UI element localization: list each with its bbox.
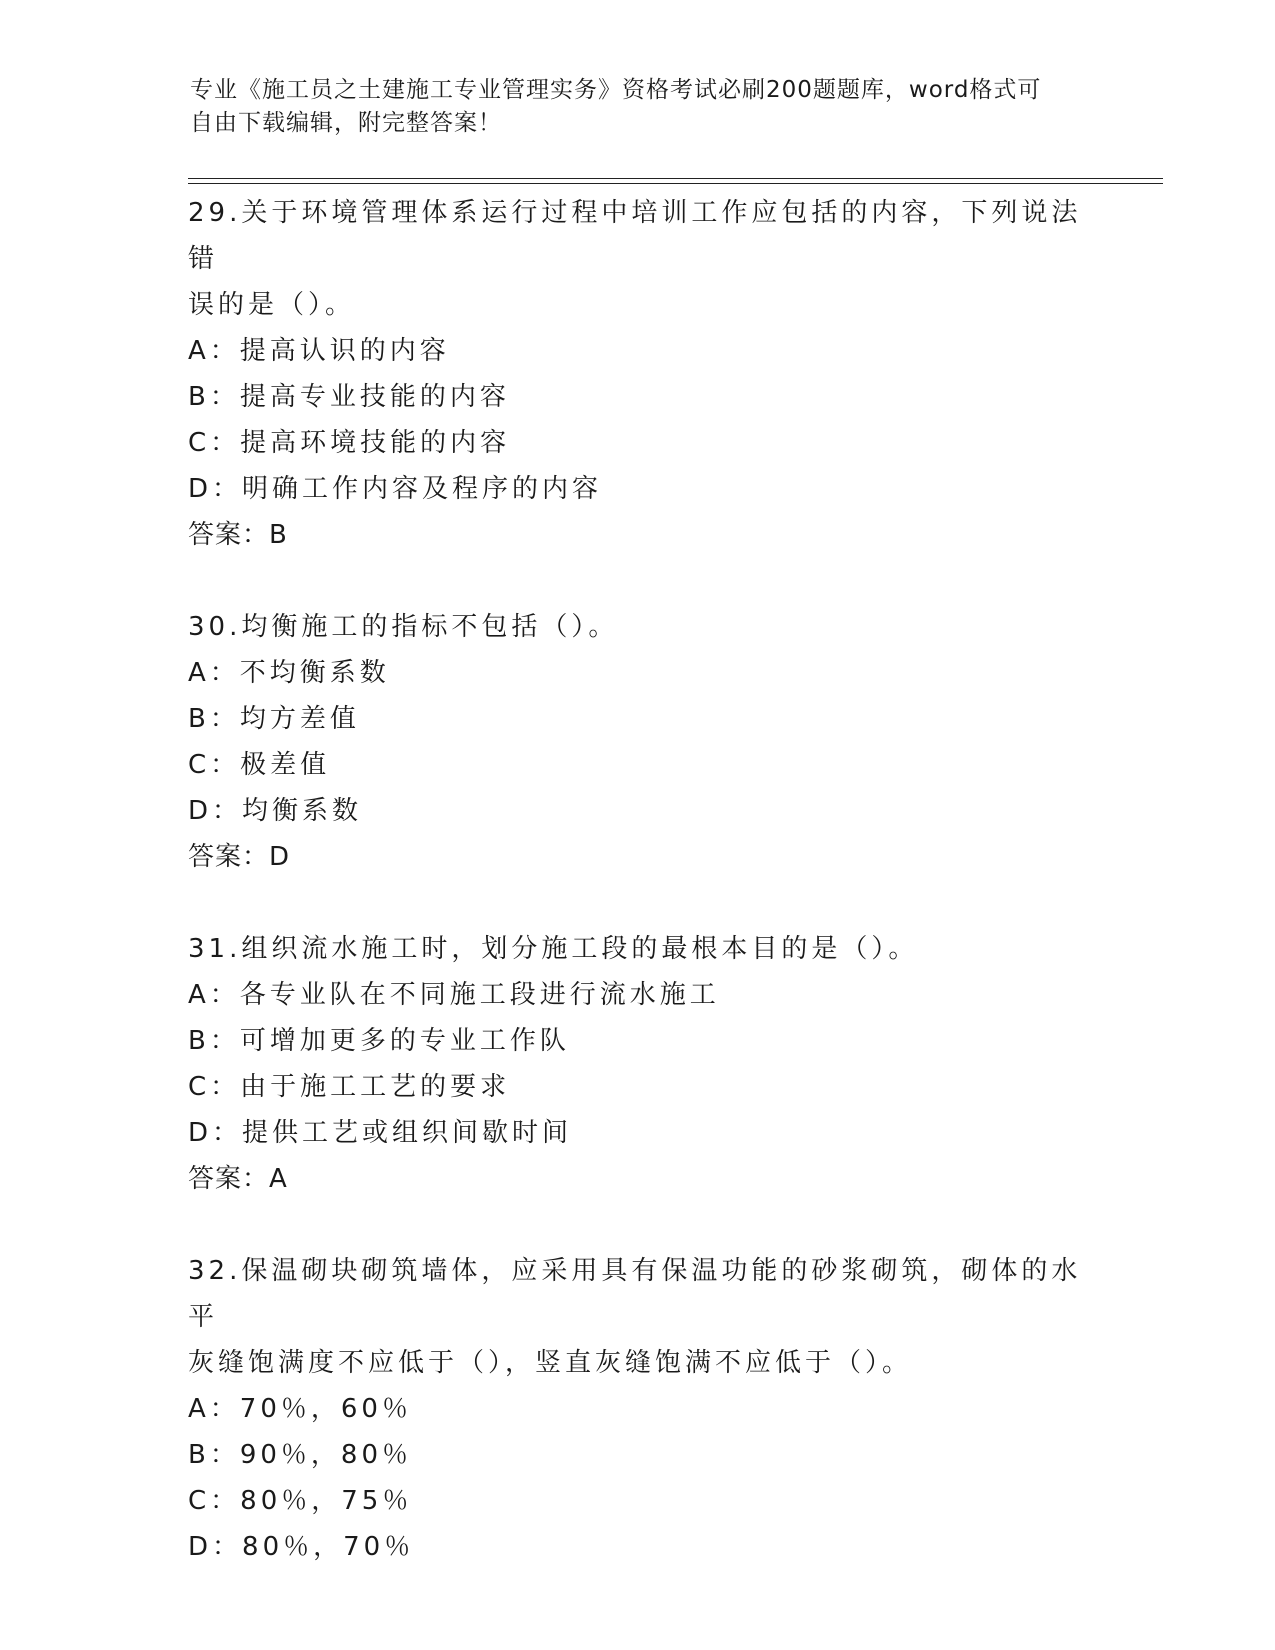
option-c: C：80％，75％ xyxy=(188,1486,413,1516)
question-stem-line: 29.关于环境管理体系运行过程中培训工作应包括的内容，下列说法错 xyxy=(188,198,1082,274)
option-a: A：各专业队在不同施工段进行流水施工 xyxy=(188,980,720,1010)
question-30 xyxy=(188,604,1088,880)
question-list xyxy=(188,190,1088,1570)
answer-line: 答案：A xyxy=(188,1164,288,1194)
question-29 xyxy=(188,190,1088,558)
question-stem-line: 灰缝饱满度不应低于（），竖直灰缝饱满不应低于（）。 xyxy=(188,1348,913,1378)
option-d: D：80％，70％ xyxy=(188,1532,415,1562)
question-stem-line: 32.保温砌块砌筑墙体，应采用具有保温功能的砂浆砌筑，砌体的水平 xyxy=(188,1256,1082,1332)
answer-line: 答案：B xyxy=(188,520,288,550)
option-c: C：由于施工工艺的要求 xyxy=(188,1072,511,1102)
option-d: D：均衡系数 xyxy=(188,796,363,826)
header-divider-top xyxy=(188,178,1163,179)
option-b: B：提高专业技能的内容 xyxy=(188,382,510,412)
option-b: B：90％，80％ xyxy=(188,1440,413,1470)
option-d: D：提供工艺或组织间歇时间 xyxy=(188,1118,573,1148)
option-d: D：明确工作内容及程序的内容 xyxy=(188,474,603,504)
question-stem-line: 31.组织流水施工时，划分施工段的最根本目的是（）。 xyxy=(188,934,919,964)
answer-line: 答案：D xyxy=(188,842,291,872)
question-32 xyxy=(188,1248,1088,1570)
document-header xyxy=(190,74,1090,140)
header-divider-bottom xyxy=(188,183,1163,184)
header-line-1: 专业《施工员之土建施工专业管理实务》资格考试必刷200题题库，word格式可 xyxy=(190,77,1042,103)
question-stem-line: 误的是（）。 xyxy=(188,290,356,320)
option-c: C：提高环境技能的内容 xyxy=(188,428,511,458)
option-a: A：不均衡系数 xyxy=(188,658,390,688)
option-b: B：均方差值 xyxy=(188,704,360,734)
header-line-2: 自由下载编辑，附完整答案！ xyxy=(190,110,502,136)
option-a: A：提高认识的内容 xyxy=(188,336,450,366)
question-31 xyxy=(188,926,1088,1202)
option-c: C：极差值 xyxy=(188,750,331,780)
option-b: B：可增加更多的专业工作队 xyxy=(188,1026,570,1056)
question-stem-line: 30.均衡施工的指标不包括（）。 xyxy=(188,612,619,642)
option-a: A：70％，60％ xyxy=(188,1394,412,1424)
